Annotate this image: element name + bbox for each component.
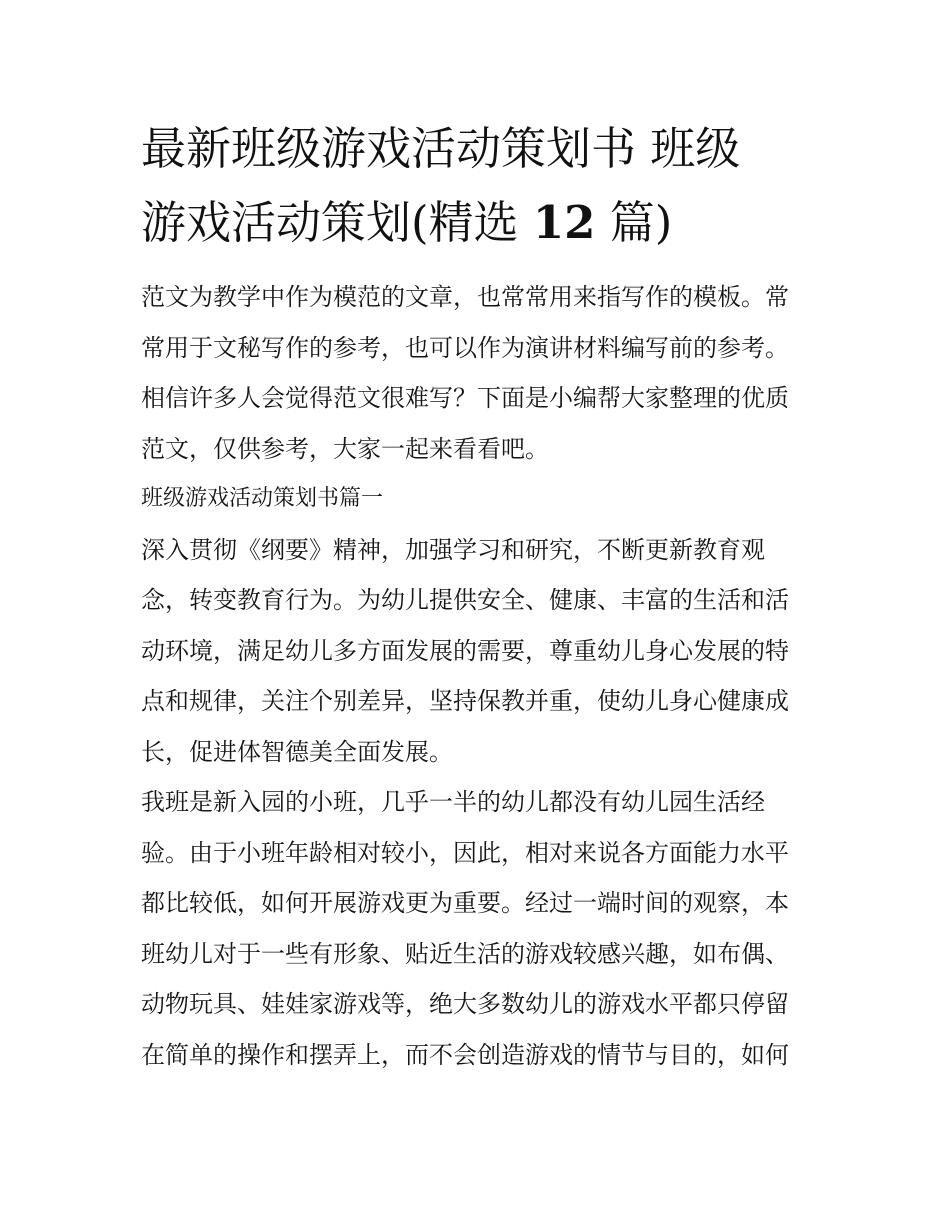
text-line: 相信许多人会觉得范文很难写？下面是小编帮大家整理的优质 (141, 384, 789, 412)
text-line: 班幼儿对于一些有形象、贴近生活的游戏较感兴趣，如布偶、 (141, 939, 789, 968)
text-line: 深入贯彻《纲要》精神，加强学习和研究，不断更新教育观 (141, 535, 765, 564)
body-paragraph-2 (141, 777, 813, 1080)
title-text: 游戏活动策划(精选 (141, 196, 533, 249)
text-line: 我班是新入园的小班，几乎一半的幼儿都没有幼儿园生活经 (141, 788, 765, 816)
section-heading: 班级游戏活动策划书篇一 (141, 486, 384, 511)
text-line: 都比较低，如何开展游戏更为重要。经过一端时间的观察，本 (141, 889, 789, 917)
title-number: 12 (532, 196, 596, 249)
title-text: 最新班级游戏活动策划书 班级 (141, 122, 741, 175)
text-line: 范文，仅供参考，大家一起来看看吧。 (141, 434, 549, 463)
title-line (141, 112, 813, 186)
text-line: 范文为教学中作为模范的文章，也常常用来指写作的模板。常 (141, 283, 789, 311)
document-content (141, 112, 813, 1080)
text-line: 在简单的操作和摆弄上，而不会创造游戏的情节与目的，如何 (141, 1040, 789, 1069)
text-line: 动环境，满足幼儿多方面发展的需要，尊重幼儿身心发展的特 (141, 636, 789, 665)
text-line: 验。由于小班年龄相对较小，因此，相对来说各方面能力水平 (141, 838, 789, 867)
intro-paragraph (141, 272, 813, 474)
text-line: 动物玩具、娃娃家游戏等，绝大多数幼儿的游戏水平都只停留 (141, 990, 789, 1018)
text-line: 点和规律，关注个别差异，坚持保教并重，使幼儿身心健康成 (141, 687, 789, 715)
text-line: 念，转变教育行为。为幼儿提供安全、健康、丰富的生活和活 (141, 586, 789, 614)
text-line: 长，促进体智德美全面发展。 (141, 737, 453, 766)
text-line: 常用于文秘写作的参考，也可以作为演讲材料编写前的参考。 (141, 333, 789, 362)
document-title (141, 112, 813, 260)
title-text: 篇) (595, 196, 673, 249)
title-line (141, 186, 813, 260)
body-paragraph-1 (141, 525, 813, 778)
